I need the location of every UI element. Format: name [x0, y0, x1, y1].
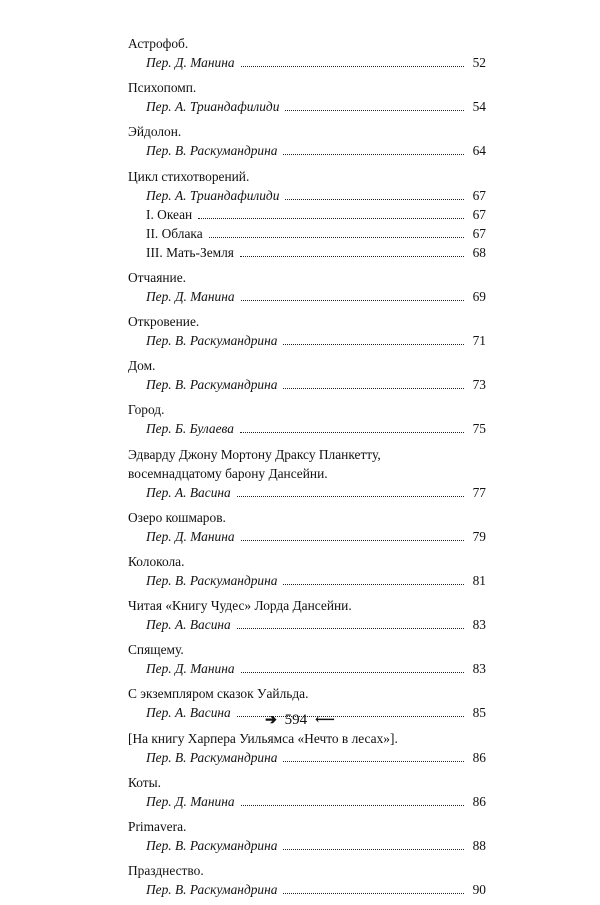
page-number: 594 — [284, 712, 308, 728]
translator-row — [128, 571, 486, 590]
dot-leader — [283, 849, 464, 850]
translator-row — [128, 287, 486, 306]
translator-name: Пер. Д. Манина — [146, 661, 235, 677]
page-ref: 86 — [472, 793, 486, 809]
dot-leader — [241, 672, 464, 673]
translator-name: Пер. В. Раскумандрина — [146, 882, 278, 898]
entry-title: Озеро кошмаров. — [128, 509, 226, 525]
page-ref: 73 — [472, 377, 486, 393]
page-ref: 86 — [472, 749, 486, 765]
translator-name: Пер. В. Раскумандрина — [146, 572, 278, 588]
translator-row — [128, 186, 486, 205]
dot-leader — [283, 761, 464, 762]
page-ref: 67 — [472, 187, 486, 203]
toc-entry — [128, 78, 486, 116]
dot-leader — [283, 344, 464, 345]
entry-title: Колокола. — [128, 553, 185, 569]
page-ref: 52 — [472, 55, 486, 70]
page-ref: 81 — [472, 572, 486, 588]
translator-row — [128, 748, 486, 767]
toc-entry — [128, 552, 486, 590]
translator-row — [128, 615, 486, 634]
translator-name: Пер. В. Раскумандрина — [146, 143, 278, 159]
toc-entry — [128, 356, 486, 394]
translator-row — [128, 375, 486, 394]
toc-entry — [128, 167, 486, 262]
translator-name: Пер. В. Раскумандрина — [146, 377, 278, 393]
dot-leader — [241, 540, 464, 541]
dot-leader — [198, 218, 464, 219]
part-row — [128, 224, 486, 243]
entry-title: С экземпляром сказок Уайльда. — [128, 686, 309, 702]
toc-entry — [128, 122, 486, 160]
page-ref: 67 — [472, 225, 486, 241]
page-ref: 79 — [472, 528, 486, 544]
entry-title: Цикл стихотворений. — [128, 168, 250, 184]
translator-row — [128, 792, 486, 811]
toc-entry — [128, 268, 486, 306]
page-ref: 77 — [472, 484, 486, 500]
entry-title: Эдварду Джону Мортону Драксу Планкетту, — [128, 446, 381, 462]
translator-name: Пер. В. Раскумандрина — [146, 749, 278, 765]
translator-row — [128, 836, 486, 855]
entry-subtitle: восемнадцатому барону Дансейни. — [128, 465, 328, 481]
toc-entry — [128, 400, 486, 438]
dot-leader — [240, 432, 464, 433]
page-ref: 85 — [472, 705, 486, 721]
translator-name: Пер. А. Триандафилиди — [146, 187, 280, 203]
page-footer — [0, 710, 600, 731]
page-ref: 83 — [472, 661, 486, 677]
toc-entry — [128, 861, 486, 899]
page-ref: 54 — [472, 99, 486, 115]
entry-title: Эйдолон. — [128, 124, 182, 140]
part-title: I. Океан — [146, 206, 193, 222]
toc-entry — [128, 312, 486, 350]
translator-row — [128, 141, 486, 160]
toc-entry — [128, 508, 486, 546]
dot-leader — [241, 66, 464, 67]
dot-leader — [240, 256, 464, 257]
toc-entry — [128, 817, 486, 855]
toc-entry — [128, 596, 486, 634]
page-ref: 88 — [472, 838, 486, 853]
page-ref: 83 — [472, 617, 486, 633]
dot-leader — [285, 199, 464, 200]
translator-name: Пер. Д. Манина — [146, 55, 235, 70]
entry-title: Астрофоб. — [128, 36, 189, 51]
part-row — [128, 205, 486, 224]
translator-name: Пер. А. Васина — [146, 705, 231, 721]
right-ornament-icon: ⟵ — [314, 713, 335, 728]
page-ref: 90 — [472, 882, 486, 898]
translator-row — [128, 53, 486, 72]
translator-name: Пер. Б. Булаева — [146, 421, 234, 437]
dot-leader — [283, 893, 464, 894]
page-ref: 64 — [472, 143, 486, 159]
toc-entry — [128, 640, 486, 678]
page-ref: 71 — [472, 332, 486, 348]
dot-leader — [241, 805, 464, 806]
page-ref: 69 — [472, 288, 486, 304]
part-title: II. Облака — [146, 225, 203, 241]
toc-entry — [128, 729, 486, 767]
translator-name: Пер. Д. Манина — [146, 793, 235, 809]
table-of-contents — [128, 34, 486, 905]
translator-name: Пер. Д. Манина — [146, 288, 235, 304]
dot-leader — [283, 388, 464, 389]
entry-title: Дом. — [128, 358, 156, 374]
entry-title: [На книгу Харпера Уильямса «Нечто в лесах»]. — [128, 730, 398, 746]
entry-title: Коты. — [128, 774, 161, 790]
translator-row — [128, 483, 486, 502]
toc-entry — [128, 34, 486, 72]
translator-name: Пер. А. Васина — [146, 617, 231, 633]
dot-leader — [283, 154, 464, 155]
toc-entry — [128, 445, 486, 502]
toc-entry — [128, 773, 486, 811]
translator-row — [128, 419, 486, 438]
translator-row — [128, 527, 486, 546]
translator-name: Пер. Д. Манина — [146, 528, 235, 544]
page-ref: 75 — [472, 421, 486, 437]
part-row — [128, 243, 486, 262]
translator-row — [128, 331, 486, 350]
left-ornament-icon: ➔ — [265, 713, 277, 728]
entry-title: Отчаяние. — [128, 269, 186, 285]
translator-name: Пер. А. Васина — [146, 484, 231, 500]
dot-leader — [237, 496, 464, 497]
dot-leader — [237, 628, 464, 629]
dot-leader — [241, 300, 464, 301]
entry-title: Психопомп. — [128, 80, 197, 96]
page-ref: 67 — [472, 206, 486, 222]
entry-title: Празднество. — [128, 863, 204, 879]
translator-name: Пер. В. Раскумандрина — [146, 838, 278, 853]
translator-name: Пер. А. Триандафилиди — [146, 99, 280, 115]
translator-row — [128, 880, 486, 899]
entry-title: Спящему. — [128, 642, 184, 658]
translator-row — [128, 97, 486, 116]
part-title: III. Мать-Земля — [146, 244, 234, 260]
entry-title: Primavera. — [128, 819, 187, 834]
dot-leader — [285, 110, 464, 111]
page-ref: 68 — [472, 244, 486, 260]
translator-name: Пер. В. Раскумандрина — [146, 332, 278, 348]
entry-title: Город. — [128, 402, 165, 418]
entry-title: Читая «Книгу Чудес» Лорда Дансейни. — [128, 598, 352, 614]
translator-row — [128, 659, 486, 678]
dot-leader — [283, 584, 464, 585]
dot-leader — [209, 237, 464, 238]
entry-title: Откровение. — [128, 313, 200, 329]
